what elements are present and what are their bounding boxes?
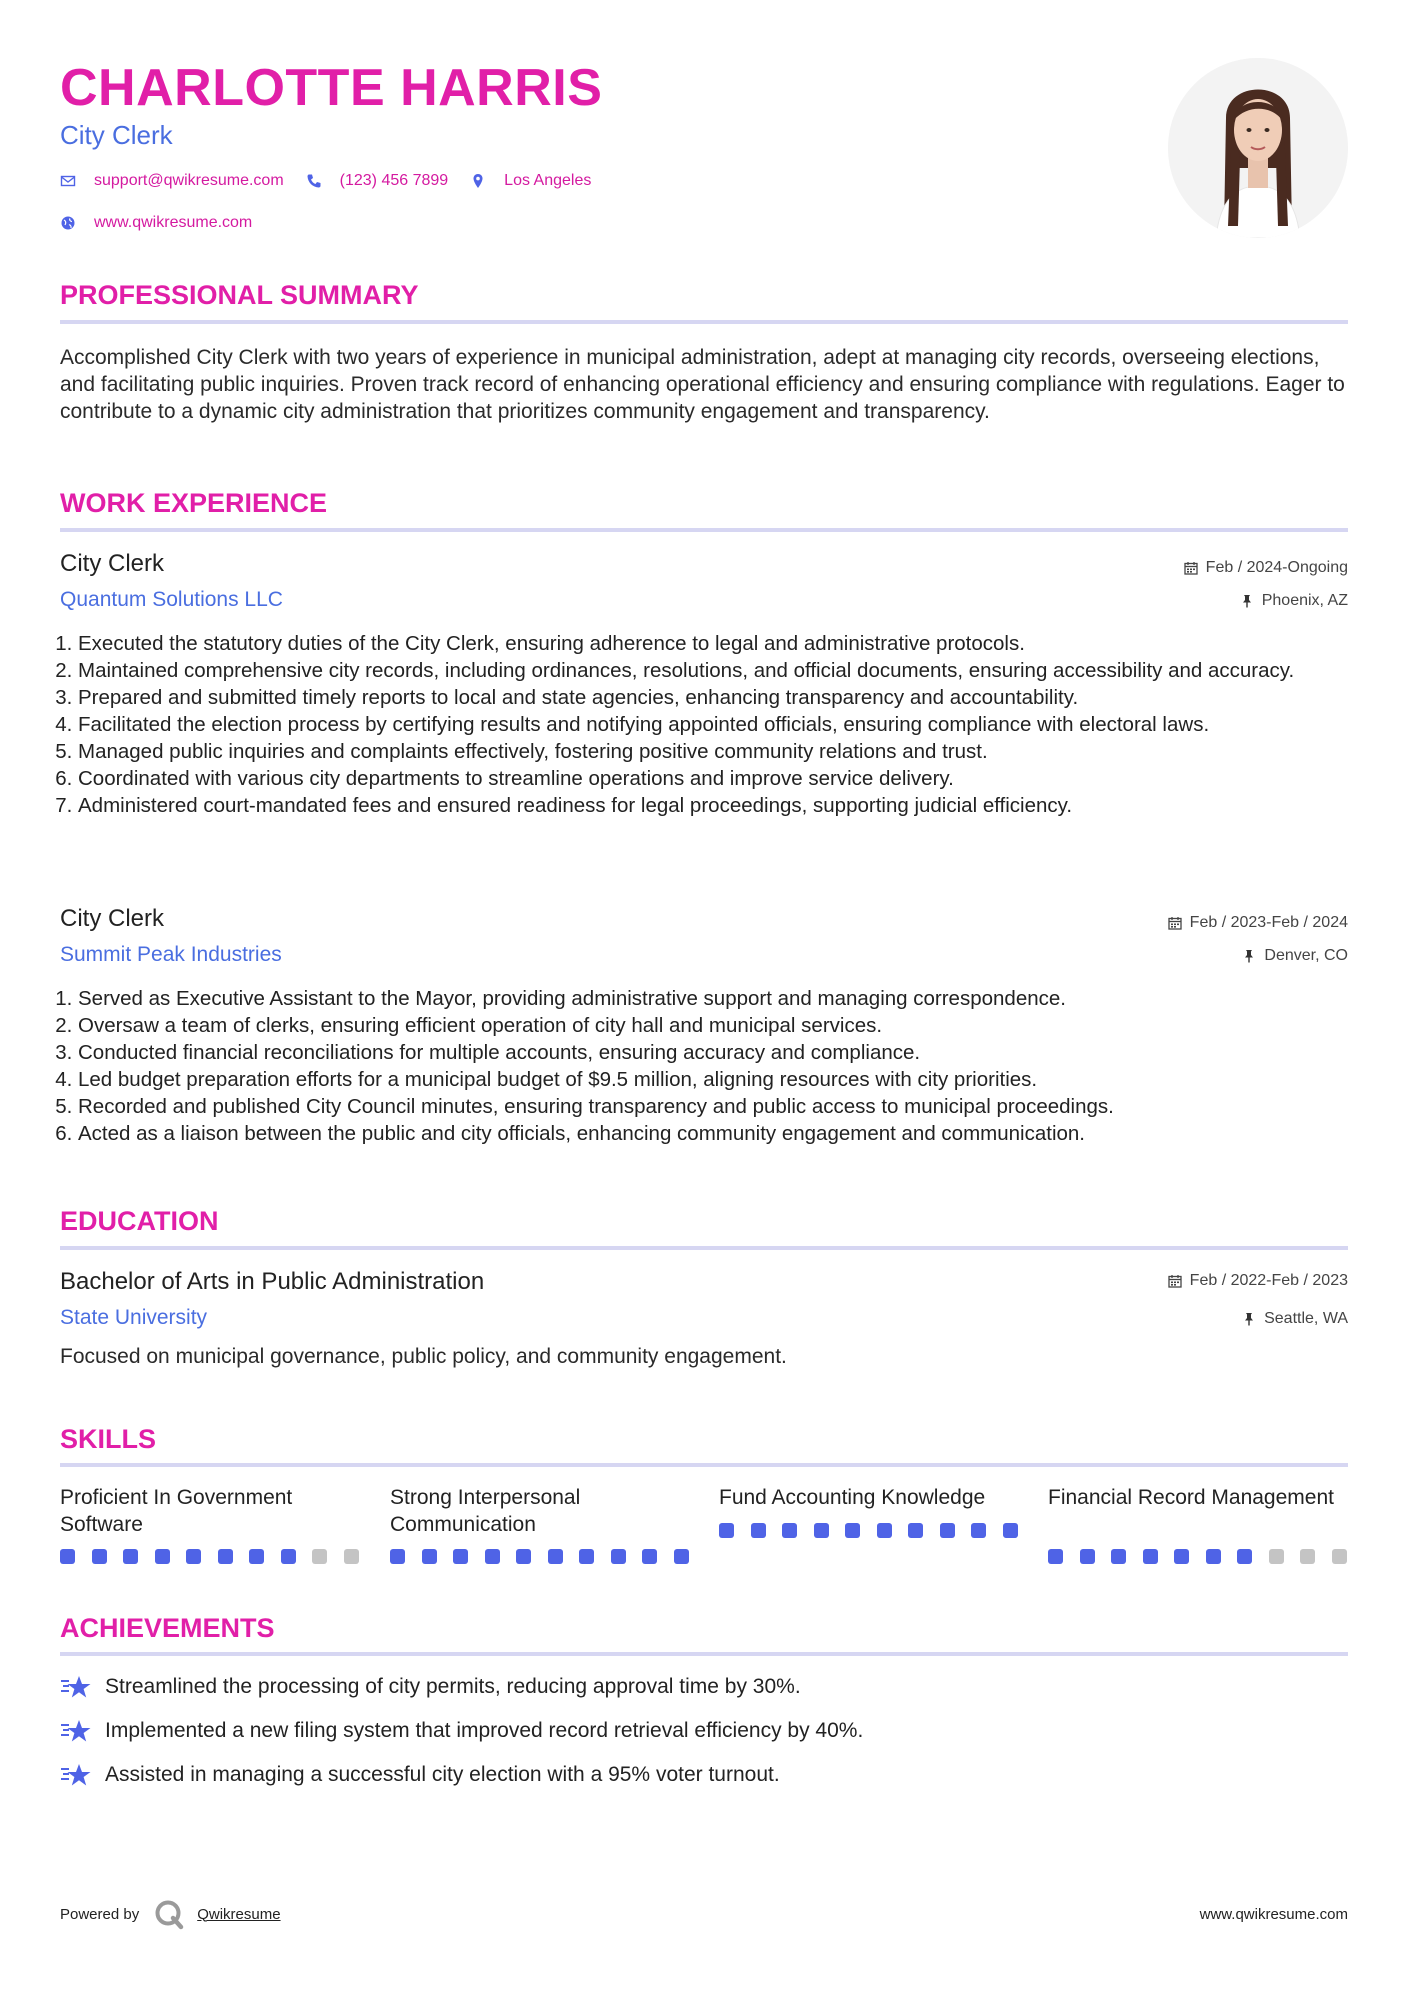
- website-row: [60, 214, 274, 232]
- candidate-role: City Clerk: [60, 120, 173, 150]
- rating-dot-filled: [390, 1549, 405, 1564]
- location-contact: [470, 172, 591, 190]
- skill-rating: [390, 1549, 705, 1564]
- achievement-text: Implemented a new filing system that improved record retrieval efficiency by 40%.: [105, 1719, 864, 1742]
- rating-dot-filled: [92, 1549, 107, 1564]
- calendar-icon: [1184, 561, 1198, 575]
- list-item: 5. Recorded and published City Council minutes, ensuring transparency and public access to municipal proceedings.: [78, 1093, 1368, 1120]
- job-duties-list: [60, 630, 1368, 819]
- rating-dot-filled: [814, 1523, 829, 1538]
- rating-dot-filled: [908, 1523, 923, 1538]
- pushpin-icon: [1242, 949, 1256, 963]
- education-description: Focused on municipal governance, public policy, and community engagement.: [60, 1345, 787, 1368]
- rating-dot-filled: [971, 1523, 986, 1538]
- rating-dot-filled: [155, 1549, 170, 1564]
- summary-divider: [60, 320, 1348, 324]
- rating-dot-filled: [218, 1549, 233, 1564]
- rating-dot-filled: [60, 1549, 75, 1564]
- rating-dot-filled: [642, 1549, 657, 1564]
- job-location: [1240, 592, 1348, 610]
- rating-dot-filled: [940, 1523, 955, 1538]
- rating-dot-filled: [123, 1549, 138, 1564]
- education-location-text: Seattle, WA: [1264, 1310, 1348, 1327]
- experience-divider: [60, 528, 1348, 532]
- pushpin-icon: [1242, 1312, 1256, 1326]
- rating-dot-filled: [1003, 1523, 1018, 1538]
- globe-icon: [60, 215, 76, 231]
- education-heading: EDUCATION: [60, 1206, 219, 1236]
- achievement-text: Streamlined the processing of city permits, reducing approval time by 30%.: [105, 1675, 801, 1698]
- education-location: [1242, 1310, 1348, 1328]
- rating-dot-filled: [1143, 1549, 1158, 1564]
- list-item: 3. Conducted financial reconciliations for multiple accounts, ensuring accuracy and compliance.: [78, 1039, 1368, 1066]
- phone-icon: [306, 173, 322, 189]
- rating-dot-filled: [453, 1549, 468, 1564]
- rating-dot-filled: [1080, 1549, 1095, 1564]
- envelope-icon: [60, 173, 76, 189]
- job-dates-text: Feb / 2023-Feb / 2024: [1189, 914, 1348, 931]
- profile-photo: [1168, 58, 1348, 238]
- candidate-name: CHARLOTTE HARRIS: [60, 59, 603, 117]
- job-company: Quantum Solutions LLC: [60, 588, 283, 611]
- job-dates-text: Feb / 2024-Ongoing: [1205, 559, 1348, 576]
- summary-heading: PROFESSIONAL SUMMARY: [60, 280, 419, 310]
- star-icon: [60, 1762, 92, 1788]
- achievement-text: Assisted in managing a successful city election with a 95% voter turnout.: [105, 1763, 780, 1786]
- skills-divider: [60, 1463, 1348, 1467]
- contact-row: [60, 172, 613, 190]
- rating-dot-filled: [1237, 1549, 1252, 1564]
- phone-text: (123) 456 7899: [339, 172, 449, 189]
- calendar-icon: [1168, 916, 1182, 930]
- list-item: 4. Facilitated the election process by certifying results and notifying appointed officials, ensuring compliance with electoral laws.: [78, 711, 1368, 738]
- pushpin-icon: [1240, 594, 1254, 608]
- rating-dot-filled: [1174, 1549, 1189, 1564]
- rating-dot-filled: [579, 1549, 594, 1564]
- star-icon: [60, 1674, 92, 1700]
- job-location: [1242, 947, 1348, 965]
- skill-name: Strong Interpersonal Communication: [390, 1486, 581, 1536]
- rating-dot-filled: [877, 1523, 892, 1538]
- list-item: 5. Managed public inquiries and complaints effectively, fostering positive community relations and trust.: [78, 738, 1368, 765]
- job-dates: [1184, 559, 1348, 577]
- education-dates-text: Feb / 2022-Feb / 2023: [1189, 1272, 1348, 1289]
- experience-heading: WORK EXPERIENCE: [60, 488, 328, 518]
- achievements-divider: [60, 1652, 1348, 1656]
- achievement-item: [60, 1674, 801, 1700]
- map-pin-icon: [470, 173, 486, 189]
- skill-name: Proficient In Government Software: [60, 1486, 293, 1536]
- skill-rating: [1048, 1549, 1363, 1564]
- skill-name: Financial Record Management: [1048, 1486, 1334, 1509]
- list-item: 1. Served as Executive Assistant to the Mayor, providing administrative support and managing correspondence.: [78, 985, 1368, 1012]
- list-item: 6. Acted as a liaison between the public and city officials, enhancing community engagement and communication.: [78, 1120, 1368, 1147]
- education-dates: [1168, 1272, 1348, 1290]
- skill-name: Fund Accounting Knowledge: [719, 1486, 986, 1509]
- rating-dot-filled: [782, 1523, 797, 1538]
- rating-dot-filled: [1048, 1549, 1063, 1564]
- rating-dot-filled: [249, 1549, 264, 1564]
- phone-contact[interactable]: [306, 172, 449, 190]
- avatar-illustration: [1168, 58, 1348, 238]
- list-item: 2. Oversaw a team of clerks, ensuring efficient operation of city hall and municipal services.: [78, 1012, 1368, 1039]
- footer-powered-by: [60, 1898, 281, 1930]
- website-contact[interactable]: [60, 214, 252, 232]
- rating-dot-filled: [422, 1549, 437, 1564]
- job-company: Summit Peak Industries: [60, 943, 282, 966]
- star-icon: [60, 1718, 92, 1744]
- job-dates: [1168, 914, 1348, 932]
- footer-website[interactable]: www.qwikresume.com: [1199, 1906, 1348, 1923]
- rating-dot-filled: [548, 1549, 563, 1564]
- list-item: 4. Led budget preparation efforts for a municipal budget of $9.5 million, aligning resources with city priorities.: [78, 1066, 1368, 1093]
- school-name: State University: [60, 1306, 208, 1329]
- list-item: 6. Coordinated with various city departments to streamline operations and improve service delivery.: [78, 765, 1368, 792]
- rating-dot-filled: [611, 1549, 626, 1564]
- rating-dot-filled: [186, 1549, 201, 1564]
- rating-dot-filled: [281, 1549, 296, 1564]
- list-item: 7. Administered court-mandated fees and ensured readiness for legal proceedings, supporting judicial efficiency.: [78, 792, 1368, 819]
- rating-dot-empty: [1300, 1549, 1315, 1564]
- skill-rating: [719, 1523, 1034, 1538]
- rating-dot-empty: [312, 1549, 327, 1564]
- qwikresume-link[interactable]: Qwikresume: [197, 1905, 281, 1923]
- skills-heading: SKILLS: [60, 1424, 157, 1454]
- job-duties-list: [60, 985, 1368, 1147]
- website-text: www.qwikresume.com: [94, 214, 253, 231]
- rating-dot-empty: [344, 1549, 359, 1564]
- job-location-text: Phoenix, AZ: [1261, 592, 1348, 609]
- degree-title: Bachelor of Arts in Public Administration: [60, 1268, 485, 1295]
- list-item: 2. Maintained comprehensive city records, including ordinances, resolutions, and official documents, ensuring accessibility and accuracy.: [78, 657, 1368, 684]
- rating-dot-filled: [674, 1549, 689, 1564]
- skill-rating: [60, 1549, 375, 1564]
- education-divider: [60, 1246, 1348, 1250]
- calendar-icon: [1168, 1274, 1182, 1288]
- email-text: support@qwikresume.com: [94, 172, 284, 189]
- rating-dot-filled: [1111, 1549, 1126, 1564]
- powered-by-label: Powered by: [60, 1905, 140, 1923]
- rating-dot-empty: [1332, 1549, 1347, 1564]
- rating-dot-empty: [1269, 1549, 1284, 1564]
- achievements-heading: ACHIEVEMENTS: [60, 1613, 275, 1643]
- rating-dot-filled: [1206, 1549, 1221, 1564]
- rating-dot-filled: [719, 1523, 734, 1538]
- qwikresume-logo-icon: [153, 1898, 185, 1930]
- summary-text: Accomplished City Clerk with two years of experience in municipal administration, adept at managing city records, overseeing elections, and facilitating public inquiries. Proven track record of enhancing operational efficiency and ensuring compliance with regulations. Eager to contribute to a dynamic city administration that prioritizes community engagement and transparency.: [60, 346, 1345, 423]
- achievement-item: [60, 1718, 863, 1744]
- rating-dot-filled: [751, 1523, 766, 1538]
- email-contact[interactable]: [60, 172, 284, 190]
- job-title: City Clerk: [60, 550, 165, 577]
- achievement-item: [60, 1762, 780, 1788]
- location-text: Los Angeles: [504, 172, 592, 189]
- rating-dot-filled: [485, 1549, 500, 1564]
- rating-dot-filled: [516, 1549, 531, 1564]
- list-item: 3. Prepared and submitted timely reports to local and state agencies, enhancing transparency and accountability.: [78, 684, 1368, 711]
- job-location-text: Denver, CO: [1264, 947, 1348, 964]
- job-title: City Clerk: [60, 905, 165, 932]
- list-item: 1. Executed the statutory duties of the City Clerk, ensuring adherence to legal and administrative protocols.: [78, 630, 1368, 657]
- rating-dot-filled: [845, 1523, 860, 1538]
